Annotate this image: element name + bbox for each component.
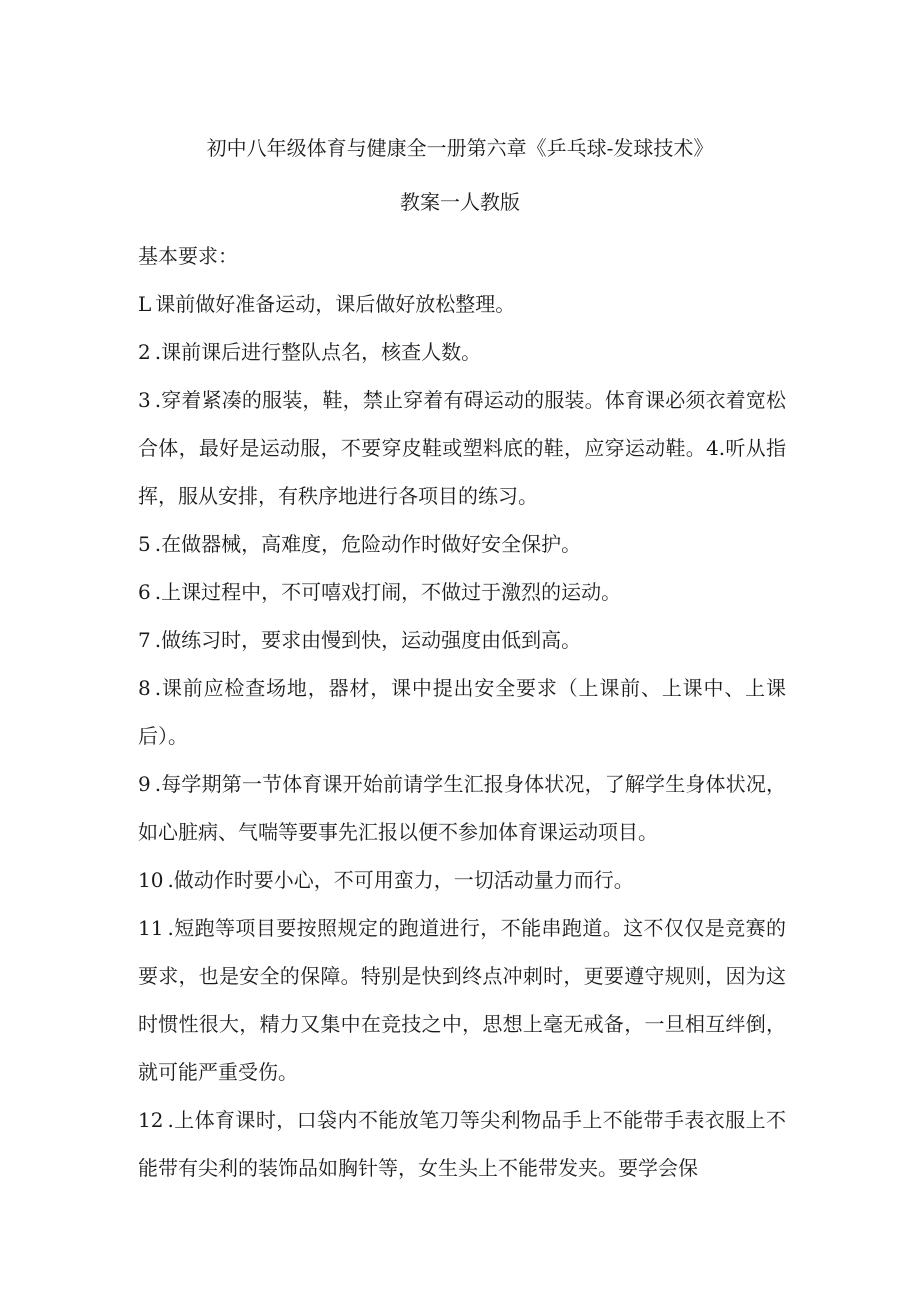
list-item bbox=[138, 1096, 786, 1192]
list-item bbox=[138, 616, 786, 664]
item-text: .课前应检查场地，器材，课中提出安全要求（上课前、上课中、上课后）。 bbox=[138, 676, 786, 748]
item-number: 2 bbox=[138, 340, 151, 364]
item-number: 3 bbox=[138, 388, 151, 412]
item-text: .做练习时，要求由慢到快，运动强度由低到高。 bbox=[154, 628, 582, 652]
item-text: .穿着紧凑的服装，鞋，禁止穿着有碍运动的服装。体育课必须衣着宽松合体，最好是运动服，不要穿皮鞋或塑料底的鞋，应穿运动鞋。4.听从指挥，服从安排，有秩序地进行各项目的练习。 bbox=[138, 388, 786, 508]
list-item bbox=[138, 280, 786, 328]
item-text: .每学期第一节体育课开始前请学生汇报身体状况，了解学生身体状况，如心脏病、气喘等要事先汇报以便不参加体育课运动项目。 bbox=[138, 772, 786, 844]
list-item bbox=[138, 856, 786, 904]
item-number: 5 bbox=[138, 532, 151, 556]
item-text: .短跑等项目要按照规定的跑道进行，不能串跑道。这不仅仅是竞赛的要求，也是安全的保障。特别是快到终点冲刺时，更要遵守规则，因为这时惯性很大，精力又集中在竞技之中，思想上毫无戒备，一旦相互绊倒，就可能严重受伤。 bbox=[138, 916, 786, 1084]
requirements-list bbox=[138, 280, 786, 1192]
list-item bbox=[138, 568, 786, 616]
item-number: L bbox=[138, 292, 152, 316]
document-title-line-1: 初中八年级体育与健康全一册第六章《乒乓球-发球技术》 bbox=[206, 136, 714, 160]
item-number: 6 bbox=[138, 580, 151, 604]
list-item bbox=[138, 904, 786, 1096]
item-text: .上课过程中，不可嘻戏打闹，不做过于激烈的运动。 bbox=[154, 580, 622, 604]
list-item bbox=[138, 328, 786, 376]
item-number: 7 bbox=[138, 628, 151, 652]
item-text: .做动作时要小心，不可用蛮力，一切活动量力而行。 bbox=[167, 868, 634, 892]
item-number: 8 bbox=[138, 676, 151, 700]
section-heading: 基本要求： bbox=[138, 244, 238, 268]
document-title-line-2: 教案一人教版 bbox=[400, 190, 520, 214]
list-item bbox=[138, 376, 786, 520]
item-text: .课前课后进行整队点名，核查人数。 bbox=[154, 340, 482, 364]
item-text: .在做器械，高难度，危险动作时做好安全保护。 bbox=[154, 532, 582, 556]
list-item bbox=[138, 664, 786, 760]
item-text: 课前做好准备运动，课后做好放松整理。 bbox=[155, 292, 516, 316]
item-number: 11 bbox=[138, 916, 164, 940]
item-number: 9 bbox=[138, 772, 151, 796]
list-item bbox=[138, 760, 786, 856]
item-number: 12 bbox=[138, 1108, 164, 1132]
list-item bbox=[138, 520, 786, 568]
item-text: .上体育课时，口袋内不能放笔刀等尖利物品手上不能带手表衣服上不能带有尖利的装饰品如胸针等，女生头上不能带发夹。要学会保 bbox=[138, 1108, 786, 1180]
item-number: 10 bbox=[138, 868, 164, 892]
